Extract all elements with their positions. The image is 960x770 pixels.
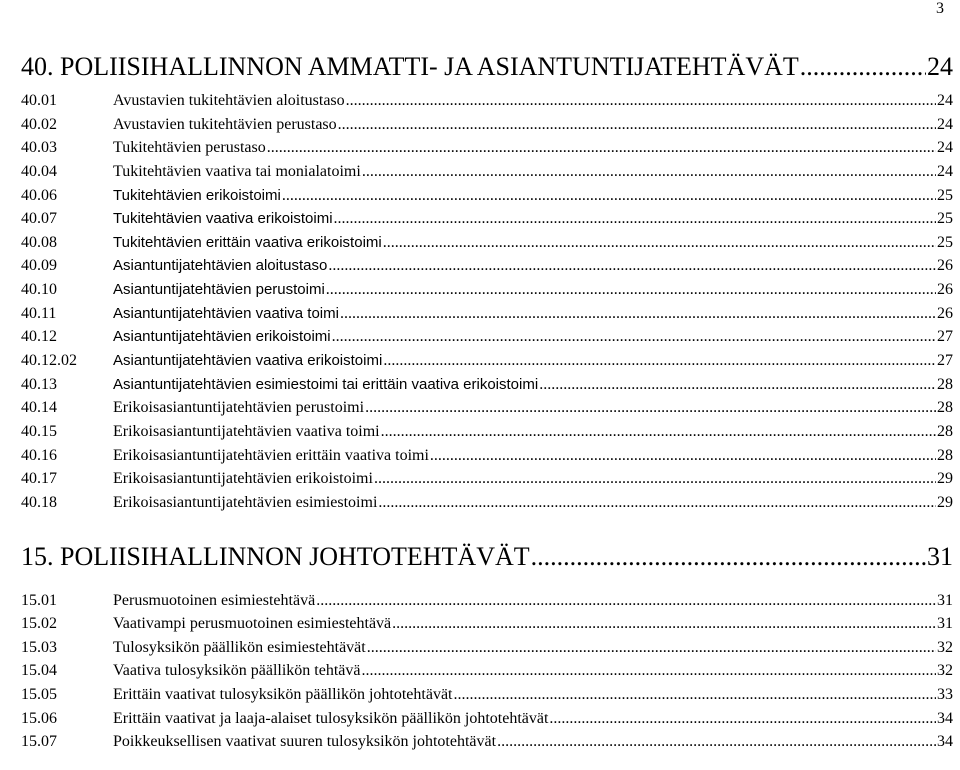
toc-entry-title: Erikoisasiantuntijatehtävien esimiestoimi — [113, 493, 378, 511]
toc-entry-number: 15.02 — [21, 615, 57, 633]
toc-entry[interactable] — [21, 210, 953, 234]
toc-entry[interactable] — [21, 494, 953, 518]
toc-entry-title: Perusmuotoinen esimiestehtävä — [113, 591, 316, 609]
toc-entry-page: 24 — [937, 115, 953, 133]
toc-entry-number: 40.10 — [21, 281, 57, 299]
toc-entry-title: Poikkeuksellisen vaativat suuren tulosyksikön johtotehtävät — [113, 733, 497, 751]
toc-leader-dots — [365, 399, 936, 417]
toc-section-40-entries — [21, 92, 953, 518]
toc-entry-page: 28 — [937, 375, 953, 393]
toc-entry-title: Asiantuntijatehtävien esimiestoimi tai erittäin vaativa erikoistoimi — [113, 375, 539, 393]
toc-entry-number: 15.03 — [21, 638, 57, 656]
toc-heading-title: 15. POLIISIHALLINNON JOHTOTEHTÄVÄT — [21, 541, 530, 571]
toc-leader-dots — [362, 163, 936, 181]
toc-heading-40[interactable] — [21, 52, 953, 86]
toc-entry-number: 40.11 — [21, 304, 57, 322]
toc-leader-dots — [367, 639, 936, 657]
toc-entry-page: 31 — [937, 591, 953, 609]
toc-leader-dots — [374, 470, 936, 488]
toc-entry[interactable] — [21, 423, 953, 447]
toc-entry-number: 40.12 — [21, 328, 57, 346]
toc-entry-number: 15.06 — [21, 709, 57, 727]
toc-entry-page: 29 — [937, 470, 953, 488]
toc-entry-number: 15.01 — [21, 591, 57, 609]
toc-entry[interactable] — [21, 139, 953, 163]
toc-entry-title: Tukitehtävien perustaso — [113, 139, 266, 157]
toc-entry-number: 40.12.02 — [21, 352, 77, 370]
toc-entry-number: 40.07 — [21, 210, 57, 228]
toc-entry[interactable] — [21, 281, 953, 305]
toc-entry-title: Erittäin vaativat tulosyksikön päällikön johtotehtävät — [113, 686, 453, 704]
toc-entry-page: 26 — [937, 257, 953, 275]
toc-leader-dots — [531, 542, 926, 572]
toc-entry-page: 26 — [937, 281, 953, 299]
toc-entry[interactable] — [21, 447, 953, 471]
toc-section-15-entries — [21, 592, 953, 757]
toc-entry[interactable] — [21, 116, 953, 140]
toc-entry-page: 34 — [937, 709, 953, 727]
toc-entry-number: 15.05 — [21, 686, 57, 704]
toc-entry-page: 27 — [937, 352, 953, 370]
toc-entry-page: 31 — [937, 615, 953, 633]
toc-entry-title: Tulosyksikön päällikön esimiestehtävät — [113, 638, 366, 656]
toc-entry-title: Tukitehtävien vaativa tai monialatoimi — [113, 162, 361, 180]
toc-entry-number: 40.06 — [21, 186, 57, 204]
toc-entry-title: Asiantuntijatehtävien erikoistoimi — [113, 328, 331, 346]
toc-entry-number: 40.01 — [21, 92, 57, 109]
toc-entry-number: 40.16 — [21, 446, 57, 464]
toc-entry-page: 32 — [937, 638, 953, 656]
toc-entry[interactable] — [21, 328, 953, 352]
toc-entry-title: Tukitehtävien vaativa erikoistoimi — [113, 210, 333, 228]
toc-entry-title: Asiantuntijatehtävien perustoimi — [113, 281, 325, 299]
toc-entry-number: 40.13 — [21, 375, 57, 393]
toc-heading-title: 40. POLIISIHALLINNON AMMATTI- JA ASIANTUNTIJATEHTÄVÄT — [21, 52, 799, 81]
toc-leader-dots — [383, 352, 936, 370]
toc-entry[interactable] — [21, 187, 953, 211]
toc-entry-page: 32 — [937, 662, 953, 680]
toc-leader-dots — [383, 234, 936, 252]
toc-leader-dots — [381, 423, 936, 441]
toc-entry[interactable] — [21, 163, 953, 187]
toc-entry-number: 40.14 — [21, 399, 57, 417]
toc-leader-dots — [328, 257, 936, 275]
toc-leader-dots — [392, 615, 936, 633]
toc-entry[interactable] — [21, 376, 953, 400]
toc-entry-title: Erikoisasiantuntijatehtävien erittäin vaativa toimi — [113, 446, 429, 464]
toc-entry-page: 25 — [937, 210, 953, 228]
toc-leader-dots — [453, 686, 936, 704]
page-number: 3 — [936, 0, 944, 17]
toc-leader-dots — [267, 139, 936, 157]
toc-entry-page: 28 — [937, 446, 953, 464]
toc-entry-title: Erikoisasiantuntijatehtävien vaativa toimi — [113, 422, 380, 440]
toc-entry[interactable] — [21, 662, 953, 686]
toc-leader-dots — [334, 210, 936, 228]
toc-entry-number: 40.17 — [21, 470, 57, 488]
toc-entry-page: 33 — [937, 686, 953, 704]
toc-leader-dots — [332, 328, 936, 346]
toc-leader-dots — [497, 733, 936, 751]
toc-leader-dots — [338, 116, 936, 134]
toc-entry[interactable] — [21, 592, 953, 616]
toc-entry-title: Avustavien tukitehtävien perustaso — [113, 115, 337, 133]
toc-entry-page: 28 — [937, 399, 953, 417]
toc-entry-page: 28 — [937, 422, 953, 440]
toc-entry-page: 24 — [937, 162, 953, 180]
toc-entry-title: Asiantuntijatehtävien vaativa toimi — [113, 304, 339, 322]
toc-leader-dots — [549, 710, 936, 728]
toc-leader-dots — [430, 447, 936, 465]
toc-entry-page: 24 — [937, 139, 953, 157]
toc-entry[interactable] — [21, 92, 953, 116]
toc-entry[interactable] — [21, 234, 953, 258]
toc-leader-dots — [539, 376, 936, 394]
toc-leader-dots — [346, 92, 936, 110]
toc-entry[interactable] — [21, 399, 953, 423]
toc-entry-title: Tukitehtävien erittäin vaativa erikoistoimi — [113, 233, 382, 251]
toc-entry[interactable] — [21, 352, 953, 376]
toc-entry-page: 26 — [937, 304, 953, 322]
toc-entry-title: Erikoisasiantuntijatehtävien erikoistoimi — [113, 470, 373, 488]
table-of-contents — [21, 52, 953, 757]
toc-leader-dots — [378, 494, 936, 512]
toc-entry[interactable] — [21, 615, 953, 639]
toc-heading-page: 31 — [927, 541, 953, 571]
toc-entry[interactable] — [21, 257, 953, 281]
toc-leader-dots — [326, 281, 936, 299]
toc-entry-number: 40.02 — [21, 115, 57, 133]
toc-entry-page: 34 — [937, 733, 953, 751]
toc-heading-15[interactable] — [21, 542, 953, 576]
toc-leader-dots — [362, 662, 937, 680]
toc-entry-number: 40.18 — [21, 493, 57, 511]
toc-entry-title: Erikoisasiantuntijatehtävien perustoimi — [113, 399, 365, 417]
toc-entry[interactable] — [21, 710, 953, 734]
toc-entry-page: 24 — [937, 92, 953, 109]
toc-leader-dots — [800, 52, 926, 82]
toc-entry-title: Avustavien tukitehtävien aloitustaso — [113, 92, 345, 109]
toc-entry[interactable] — [21, 470, 953, 494]
toc-entry-title: Tukitehtävien erikoistoimi — [113, 186, 281, 204]
toc-leader-dots — [340, 305, 936, 323]
toc-entry-page: 25 — [937, 186, 953, 204]
toc-entry-number: 40.04 — [21, 162, 57, 180]
toc-leader-dots — [282, 187, 936, 205]
toc-entry-page: 29 — [937, 493, 953, 511]
toc-entry[interactable] — [21, 305, 953, 329]
toc-entry-number: 15.04 — [21, 662, 57, 680]
toc-entry-number: 40.15 — [21, 422, 57, 440]
toc-entry[interactable] — [21, 639, 953, 663]
toc-entry-title: Vaativampi perusmuotoinen esimiestehtävä — [113, 615, 392, 633]
toc-entry-number: 40.09 — [21, 257, 57, 275]
toc-entry[interactable] — [21, 733, 953, 757]
toc-entry-title: Asiantuntijatehtävien vaativa erikoistoimi — [113, 352, 383, 370]
toc-entry-page: 27 — [937, 328, 953, 346]
toc-entry-number: 40.03 — [21, 139, 57, 157]
toc-entry-title: Vaativa tulosyksikön päällikön tehtävä — [113, 662, 361, 680]
toc-entry-number: 15.07 — [21, 733, 57, 751]
toc-entry[interactable] — [21, 686, 953, 710]
toc-heading-page: 24 — [927, 52, 953, 81]
toc-entry-page: 25 — [937, 233, 953, 251]
toc-leader-dots — [316, 592, 936, 610]
toc-entry-title: Erittäin vaativat ja laaja-alaiset tulosyksikön päällikön johtotehtävät — [113, 709, 549, 727]
toc-entry-number: 40.08 — [21, 233, 57, 251]
toc-entry-title: Asiantuntijatehtävien aloitustaso — [113, 257, 328, 275]
